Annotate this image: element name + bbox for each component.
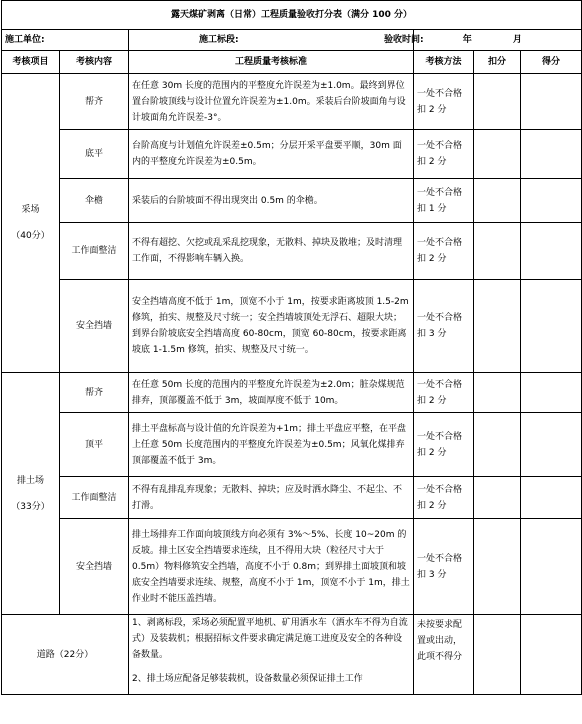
deduct-cell[interactable] xyxy=(474,179,521,223)
score-cell[interactable] xyxy=(521,74,582,130)
construction-unit-label: 施工单位: xyxy=(2,30,129,51)
project-name: 排土场 xyxy=(16,475,44,486)
score-cell[interactable] xyxy=(521,413,582,477)
method-cell: 一处不合格扣 2 分 xyxy=(414,477,474,519)
content-cell: 工作面整洁 xyxy=(60,477,129,519)
score-cell[interactable] xyxy=(521,223,582,280)
header-method: 考核方法 xyxy=(414,51,474,74)
table-row xyxy=(2,74,582,130)
content-cell: 底平 xyxy=(60,130,129,179)
table-row xyxy=(2,179,582,223)
standard-cell: 采装后的台阶坡面不得出现突出 0.5m 的伞檐。 xyxy=(129,179,414,223)
project-points: （33分） xyxy=(11,501,50,512)
deduct-cell[interactable] xyxy=(474,477,521,519)
standard-cell: 不得有超挖、欠挖或乱采乱挖现象，无散料、掉块及散堆；及时清理工作面，不得影响车辆入换。 xyxy=(129,223,414,280)
road-standard-1: 1、剥离标段，采场必须配置平地机、矿用洒水车（洒水车不得为自流式）及装载机；根据招标文件要求确定满足施工进度及安全的各种设备数量。 xyxy=(132,618,408,660)
method-cell: 一处不合格扣 2 分 xyxy=(414,413,474,477)
deduct-cell[interactable] xyxy=(474,373,521,413)
standard-cell: 台阶高度与计划值允许误差±0.5m；分层开采平盘要平顺，30m 面内的平整度允许误差为±0.5m。 xyxy=(129,130,414,179)
table-row xyxy=(2,373,582,413)
deduct-cell[interactable] xyxy=(474,413,521,477)
method-cell: 一处不合格扣 2 分 xyxy=(414,223,474,280)
deduct-cell[interactable] xyxy=(474,280,521,373)
deduct-cell[interactable] xyxy=(474,130,521,179)
method-cell: 一处不合格扣 2 分 xyxy=(414,130,474,179)
standard-cell: 不得有乱排乱弃现象；无散料、掉块；应及时洒水降尘、不起尘、不打滑。 xyxy=(129,477,414,519)
month-label: 月 xyxy=(512,35,522,45)
deduct-cell[interactable] xyxy=(474,223,521,280)
standard-cell: 在任意 30m 长度的范围内的平整度允许误差为±1.0m。最终到界位置台阶坡顶线与设计位置允许误差为±1.0m。采装后台阶坡面角与设计坡面角允许误差-3°。 xyxy=(129,74,414,130)
method-cell: 一处不合格扣 1 分 xyxy=(414,179,474,223)
road-standard-2: 2、排土场应配备足够装载机，设备数量必须保证排土工作 xyxy=(132,674,363,684)
method-cell: 未按要求配置或出动，此项不得分 xyxy=(414,615,474,695)
score-cell[interactable] xyxy=(521,179,582,223)
deduct-cell[interactable] xyxy=(474,519,521,615)
score-cell[interactable] xyxy=(521,615,582,695)
project-cell-road: 道路（22分） xyxy=(2,615,129,695)
method-cell: 一处不合格扣 3 分 xyxy=(414,280,474,373)
table-row xyxy=(2,519,582,615)
project-cell-stope xyxy=(2,74,60,373)
project-points: （40分） xyxy=(11,231,50,241)
construction-section-cell xyxy=(129,30,414,51)
method-cell: 一处不合格扣 2 分 xyxy=(414,74,474,130)
header-project: 考核项目 xyxy=(2,51,60,74)
content-cell: 工作面整洁 xyxy=(60,223,129,280)
standard-cell xyxy=(129,615,414,695)
acceptance-time-cell xyxy=(384,30,582,51)
header-score: 得分 xyxy=(521,51,582,74)
table-row xyxy=(2,223,582,280)
deduct-cell[interactable] xyxy=(474,74,521,130)
deduct-cell[interactable] xyxy=(474,615,521,695)
header-deduct: 扣分 xyxy=(474,51,521,74)
project-cell-dump xyxy=(2,373,60,615)
header-standard: 工程质量考核标准 xyxy=(129,51,414,74)
method-cell: 一处不合格扣 2 分 xyxy=(414,373,474,413)
standard-cell: 在任意 50m 长度的范围内的平整度允许误差为±2.0m；脏杂煤规范排弃，顶部覆盖不低于 3m，坡面厚度不低于 10m。 xyxy=(129,373,414,413)
score-cell[interactable] xyxy=(521,519,582,615)
header-content: 考核内容 xyxy=(60,51,129,74)
year-label: 年 xyxy=(462,35,472,45)
content-cell: 安全挡墙 xyxy=(60,519,129,615)
content-cell: 伞檐 xyxy=(60,179,129,223)
table-row xyxy=(2,280,582,373)
standard-cell: 排土场排弃工作面向坡顶线方向必须有 3%～5%、长度 10~20m 的反坡。排土区安全挡墙要求连续，且不得用大块（粒径尺寸大于 0.5m）物料修筑安全挡墙，高度不小于 0.8m；到界排土面坡顶和坡底安全挡墙要求连续、规整，高度不小于 1m，顶宽不小于 1m，排土作业时不能压盖挡墙。 xyxy=(129,519,414,615)
content-cell: 帮齐 xyxy=(60,74,129,130)
table-row xyxy=(2,130,582,179)
score-cell[interactable] xyxy=(521,477,582,519)
score-cell[interactable] xyxy=(521,373,582,413)
score-sheet-table xyxy=(1,0,582,695)
content-cell: 顶平 xyxy=(60,413,129,477)
header-row xyxy=(2,51,582,74)
project-name: 采场 xyxy=(21,205,40,215)
sheet-title: 露天煤矿剥离（日常）工程质量验收打分表（满分 100 分） xyxy=(2,1,582,30)
content-cell: 帮齐 xyxy=(60,373,129,413)
score-cell[interactable] xyxy=(521,280,582,373)
meta-row xyxy=(2,30,582,51)
standard-cell: 排土平盘标高与设计值的允许误差为+1m；排土平盘应平整，在平盘上任意 50m 长度范围内的平整度允许误差为±0.5m；风氧化煤排弃顶部覆盖不低于 3m。 xyxy=(129,413,414,477)
score-cell[interactable] xyxy=(521,130,582,179)
standard-cell: 安全挡墙高度不低于 1m，顶宽不小于 1m，按要求距离坡顶 1.5-2m 修筑，拍实、规整及尺寸统一；安全挡墙坡顶处无浮石、超限大块；到界台阶坡底安全挡墙高度 60-80cm，顶宽 60-80cm，按要求距离坡底 1-1.5m 修筑，拍实、规整及尺寸统一。 xyxy=(129,280,414,373)
method-cell: 一处不合格扣 3 分 xyxy=(414,519,474,615)
table-row xyxy=(2,615,582,695)
table-row xyxy=(2,477,582,519)
construction-section-label: 施工标段: xyxy=(199,35,239,45)
content-cell: 安全挡墙 xyxy=(60,280,129,373)
table-row xyxy=(2,413,582,477)
acceptance-time-label: 验收时间: xyxy=(384,35,424,45)
